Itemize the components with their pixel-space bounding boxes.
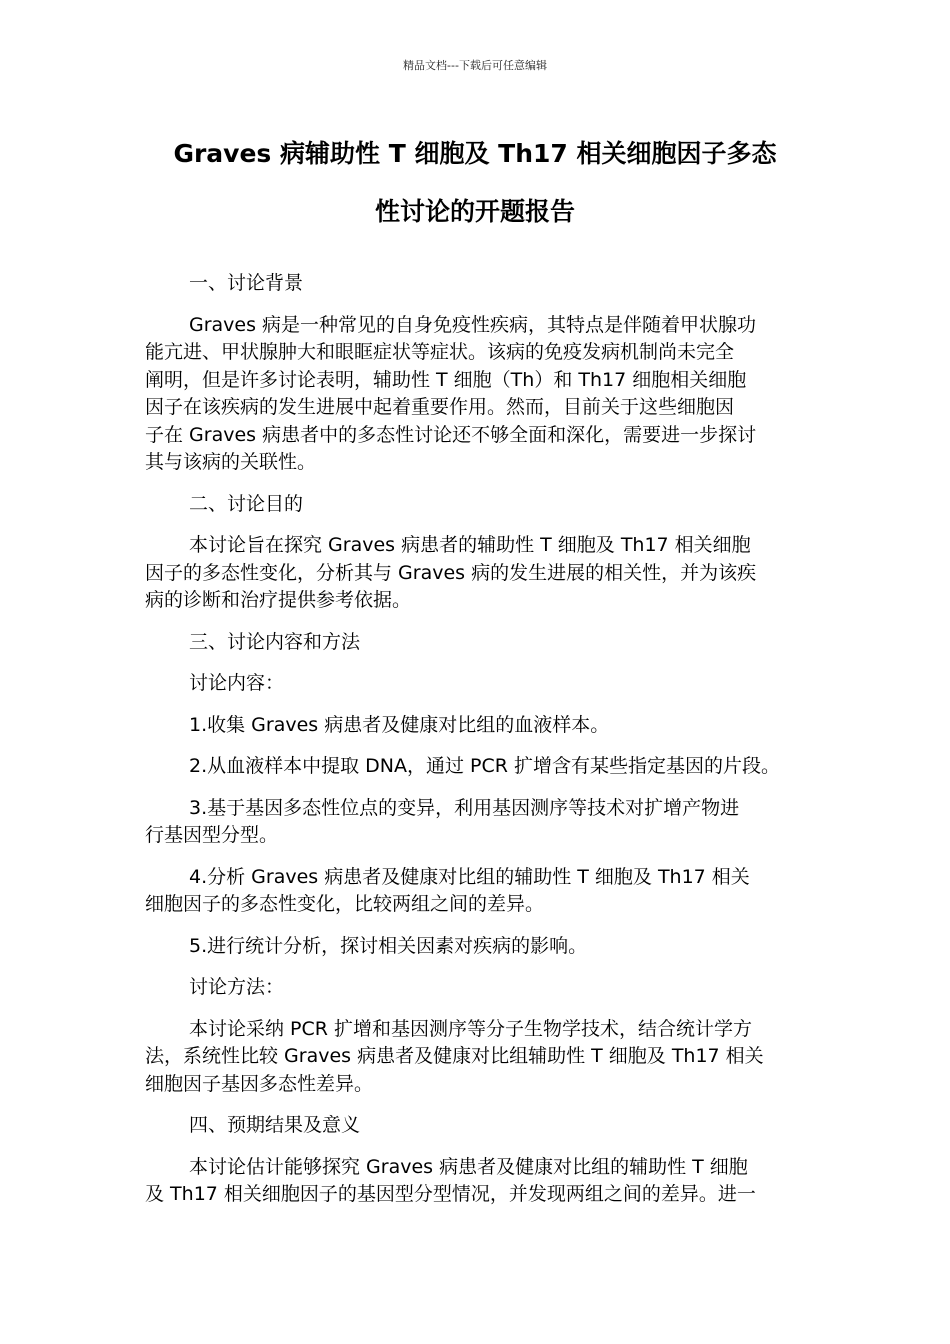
paragraph	[145, 312, 813, 477]
paragraph-line: 法，系统性比较 Graves 病患者及健康对比组辅助性 T 细胞及 Th17 相关	[145, 1045, 764, 1067]
paragraph-line: 细胞因子基因多态性差异。	[145, 1072, 374, 1095]
paragraph-line: 能亢进、甲状腺肿大和眼眶症状等症状。该病的免疫发病机制尚未完全	[145, 341, 735, 363]
header-note: 精品文档---下载后可任意编辑	[403, 59, 547, 72]
paragraph	[145, 629, 813, 657]
document-title-line-1: Graves 病辅助性 T 细胞及 Th17 相关细胞因子多态	[173, 139, 777, 168]
paragraph	[145, 795, 813, 850]
paragraph	[145, 933, 813, 961]
paragraph-line: 2.从血液样本中提取 DNA，通过 PCR 扩增含有某些指定基因的片段。	[189, 755, 781, 777]
paragraph-line: 行基因型分型。	[145, 824, 279, 846]
paragraph-line: 3.基于基因多态性位点的变异，利用基因测序等技术对扩增产物进	[189, 796, 740, 819]
paragraph-line: 本讨论旨在探究 Graves 病患者的辅助性 T 细胞及 Th17 相关细胞	[189, 534, 751, 556]
paragraph-line: 讨论方法：	[189, 976, 285, 998]
paragraph	[145, 974, 813, 1002]
paragraph-line: 其与该病的关联性。	[145, 451, 317, 473]
paragraph-line: 4.分析 Graves 病患者及健康对比组的辅助性 T 细胞及 Th17 相关	[189, 865, 750, 888]
paragraph-line: 二、讨论目的	[189, 492, 304, 515]
paragraph	[145, 1016, 813, 1099]
paragraph-line: 细胞因子的多态性变化，比较两组之间的差异。	[145, 893, 545, 915]
paragraph-line: Graves 病是一种常见的自身免疫性疾病，其特点是伴随着甲状腺功	[189, 313, 757, 336]
paragraph-line: 及 Th17 相关细胞因子的基因型分型情况，并发现两组之间的差异。进一	[145, 1183, 756, 1205]
paragraph-line: 子在 Graves 病患者中的多态性讨论还不够全面和深化，需要进一步探讨	[145, 423, 757, 446]
paragraph-line: 讨论内容：	[189, 672, 285, 694]
paragraph-line: 因子的多态性变化，分析其与 Graves 病的发生进展的相关性，并为该疾	[145, 561, 757, 584]
paragraph-line: 阐明，但是许多讨论表明，辅助性 T 细胞（Th）和 Th17 细胞相关细胞	[145, 368, 747, 391]
paragraph	[145, 532, 813, 615]
paragraph-line: 5.进行统计分析，探讨相关因素对疾病的影响。	[189, 934, 588, 957]
paragraph	[145, 491, 813, 519]
paragraph	[145, 670, 813, 698]
paragraph-line: 四、预期结果及意义	[189, 1114, 361, 1136]
paragraph-line: 本讨论估计能够探究 Graves 病患者及健康对比组的辅助性 T 细胞	[189, 1155, 748, 1178]
document-body	[145, 270, 813, 1223]
paragraph	[145, 712, 813, 740]
paragraph-line: 病的诊断和治疗提供参考依据。	[145, 589, 412, 611]
paragraph	[145, 1112, 813, 1140]
paragraph-line: 三、讨论内容和方法	[189, 630, 361, 653]
paragraph-line: 本讨论采纳 PCR 扩增和基因测序等分子生物学技术，结合统计学方	[189, 1017, 753, 1040]
paragraph	[145, 270, 813, 298]
paragraph	[145, 753, 813, 781]
paragraph-line: 因子在该疾病的发生进展中起着重要作用。然而，目前关于这些细胞因	[145, 396, 735, 418]
paragraph	[145, 864, 813, 919]
paragraph-line: 1.收集 Graves 病患者及健康对比组的血液样本。	[189, 713, 610, 736]
paragraph-line: 一、讨论背景	[189, 272, 304, 294]
document-title-line-2: 性讨论的开题报告	[374, 197, 575, 226]
paragraph	[145, 1154, 813, 1209]
